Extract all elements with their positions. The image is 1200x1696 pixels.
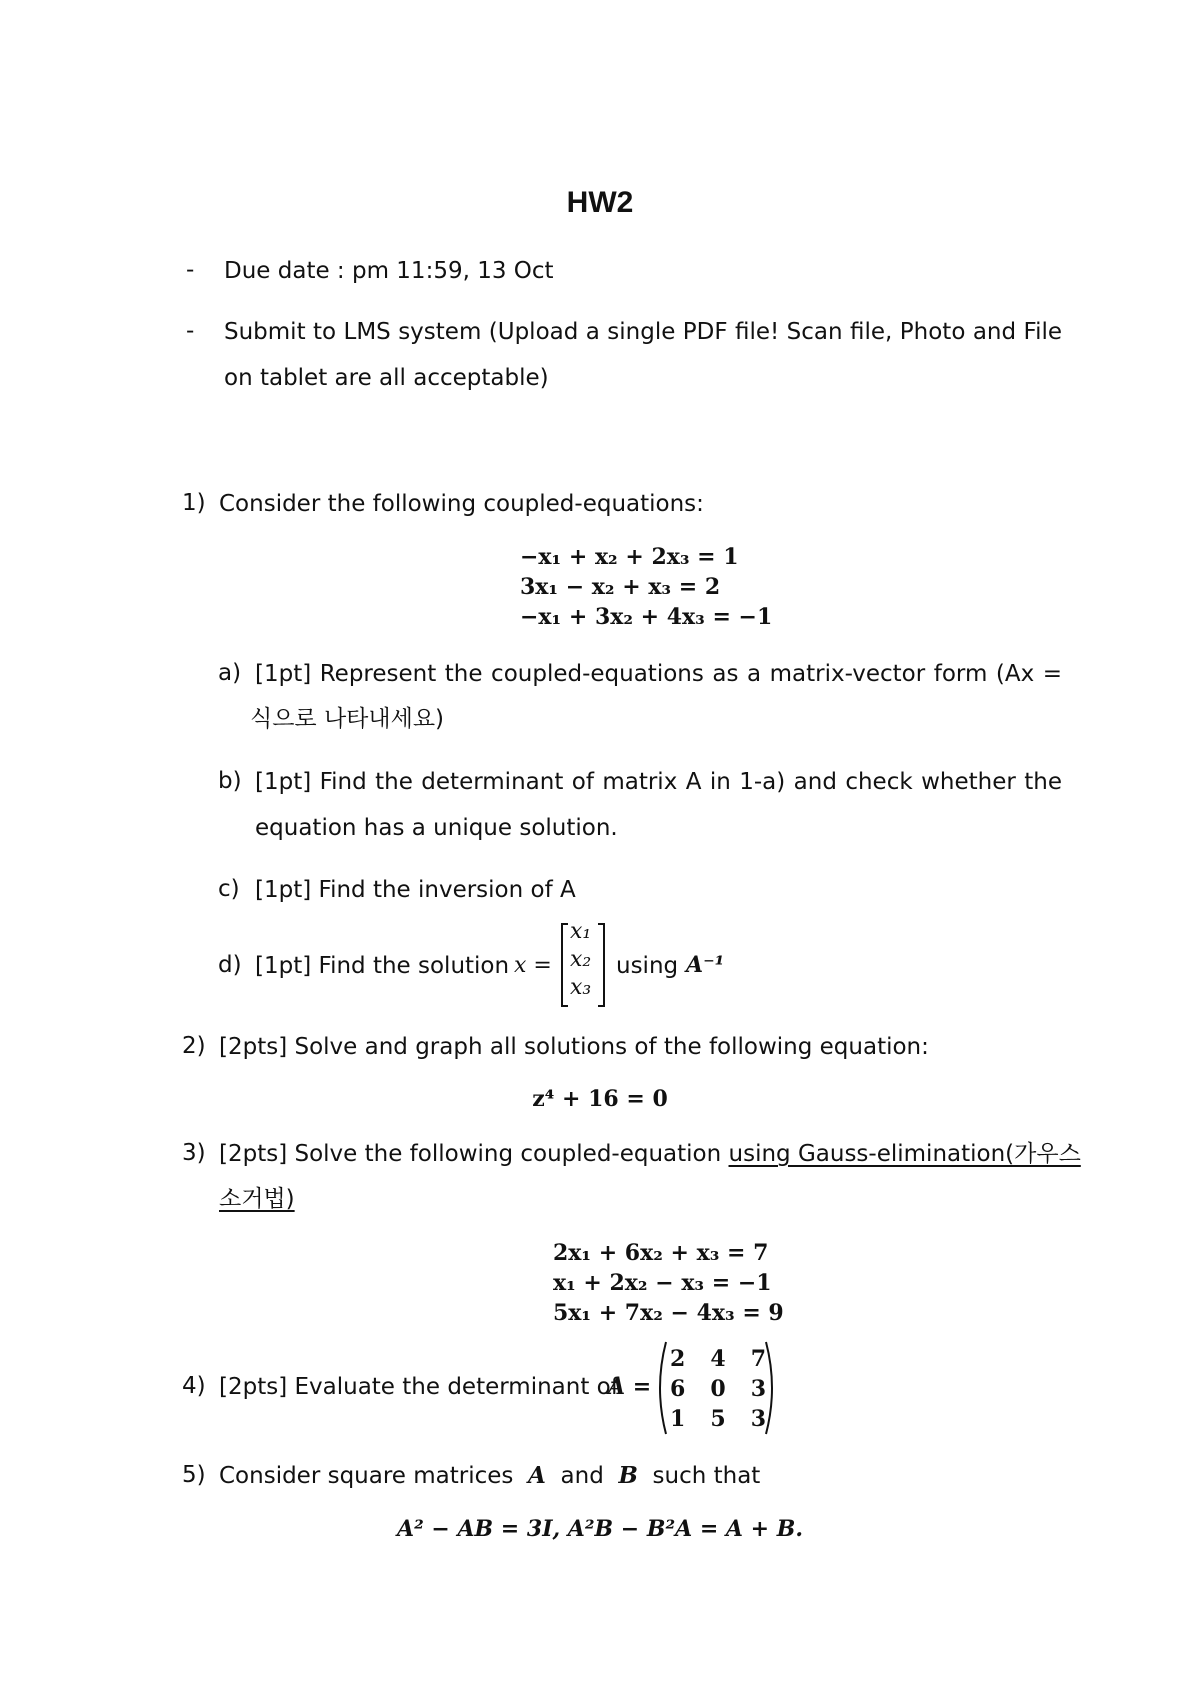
q3-text-underlined: using Gauss-elimination(가우스	[728, 1141, 1081, 1167]
bullet-dash: -	[186, 257, 195, 283]
q1d-vector-entry: x₂	[570, 947, 592, 972]
matrix-cell: 2	[670, 1346, 686, 1372]
q5-matrix-a: A	[528, 1462, 546, 1489]
q1b-line2: equation has a unique solution.	[255, 815, 618, 841]
q1d-using: using	[616, 953, 679, 979]
matrix-cell: 1	[670, 1406, 686, 1432]
matrix-cell: 3	[750, 1376, 766, 1402]
due-date-text: Due date : pm 11:59, 13 Oct	[224, 258, 554, 284]
q1a-line1: [1pt] Represent the coupled-equations as a matrix-vector form (Ax =	[255, 661, 1062, 687]
q3-equation: x₁ + 2x₂ − x₃ = −1	[553, 1270, 772, 1296]
subq-label: b)	[218, 768, 242, 794]
q5-matrix-b: B	[618, 1462, 638, 1489]
matrix-cell: 3	[750, 1406, 766, 1432]
q1-equation: 3x₁ − x₂ + x₃ = 2	[520, 574, 721, 600]
q4-text: [2pts] Evaluate the determinant of	[219, 1374, 619, 1400]
q3-text-line2: 소거법)	[219, 1186, 295, 1212]
q1-text: Consider the following coupled-equations:	[219, 491, 704, 517]
q5-text-1: Consider square matrices	[219, 1463, 514, 1489]
page-title: HW2	[566, 186, 634, 219]
q3-equation: 2x₁ + 6x₂ + x₃ = 7	[553, 1240, 769, 1266]
matrix-row	[670, 1404, 766, 1434]
q4-a-eq: A =	[608, 1374, 652, 1400]
matrix-cell: 0	[710, 1376, 726, 1402]
q1d-text: [1pt] Find the solution	[255, 953, 510, 979]
matrix-cell: 5	[710, 1406, 726, 1432]
q5-equation: A² − AB = 3I, A²B − B²A = A + B.	[397, 1516, 803, 1542]
q1d-x-eq: x =	[514, 953, 552, 978]
matrix-row	[670, 1344, 766, 1374]
q4-matrix	[670, 1344, 766, 1434]
q1-equation: −x₁ + x₂ + 2x₃ = 1	[520, 544, 739, 570]
matrix-cell: 6	[670, 1376, 686, 1402]
submit-text-line1: Submit to LMS system (Upload a single PDF file! Scan file, Photo and File	[224, 319, 1062, 345]
q3-text-plain: [2pts] Solve the following coupled-equation	[219, 1141, 729, 1167]
matrix-cell: 4	[710, 1346, 726, 1372]
q1c-text: [1pt] Find the inversion of A	[255, 877, 576, 903]
q2-text: [2pts] Solve and graph all solutions of the following equation:	[219, 1034, 929, 1060]
question-number: 1)	[182, 490, 206, 516]
q5-and: and	[560, 1463, 604, 1489]
q3-equation: 5x₁ + 7x₂ − 4x₃ = 9	[553, 1300, 784, 1326]
q3-text	[219, 1139, 1081, 1169]
q1a-line2: 식으로 나타내세요)	[250, 706, 445, 732]
subq-label: c)	[218, 876, 240, 902]
question-number: 3)	[182, 1140, 206, 1166]
submit-text-line2: on tablet are all acceptable)	[224, 365, 549, 391]
subq-label: a)	[218, 660, 242, 686]
q1b-line1: [1pt] Find the determinant of matrix A in 1-a) and check whether the	[255, 769, 1062, 795]
q1d-vector-entry: x₁	[570, 919, 592, 944]
question-number: 4)	[182, 1373, 206, 1399]
q2-equation: z⁴ + 16 = 0	[532, 1086, 668, 1112]
question-number: 2)	[182, 1033, 206, 1059]
subq-label: d)	[218, 952, 242, 978]
bullet-dash: -	[186, 318, 195, 344]
matrix-row	[670, 1374, 766, 1404]
q5-text-2: such that	[652, 1463, 761, 1489]
question-number: 5)	[182, 1462, 206, 1488]
q1-equation: −x₁ + 3x₂ + 4x₃ = −1	[520, 604, 773, 630]
q1d-a-inverse: A⁻¹	[686, 952, 725, 978]
matrix-cell: 7	[750, 1346, 766, 1372]
q1d-vector-entry: x₃	[570, 975, 592, 1000]
q5-text	[219, 1461, 760, 1491]
